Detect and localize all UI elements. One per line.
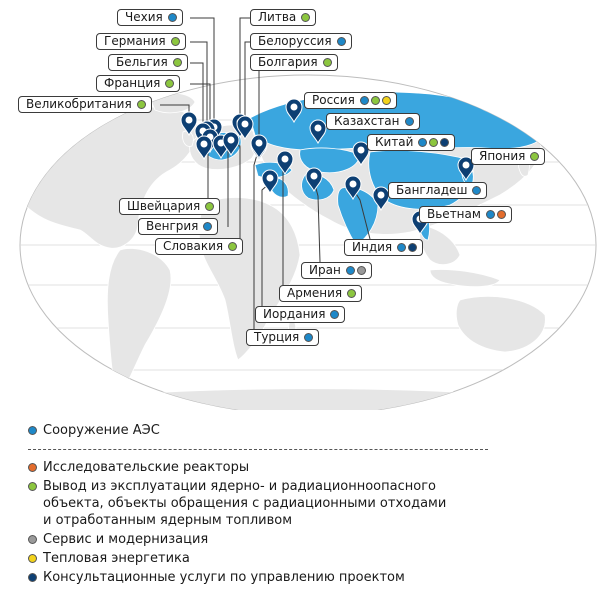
service-dot-construction <box>203 222 212 231</box>
country-name: Бельгия <box>116 55 168 69</box>
country-name: Словакия <box>163 239 224 253</box>
service-dot-construction <box>337 37 346 46</box>
legend-label: Сервис и модернизация <box>43 532 209 547</box>
legend-dot-research <box>28 463 37 472</box>
service-dot-research <box>497 210 506 219</box>
pin-hole <box>315 125 322 132</box>
country-name: Япония <box>479 149 526 163</box>
service-dot-construction <box>405 117 414 126</box>
legend-label: Вывод из эксплуатации ядерно- и радиационноопасного объекта, объекты обращения с радиационными отходами и отработанным ядерным топливом <box>43 479 447 528</box>
legend-primary-group <box>28 422 588 439</box>
service-dots <box>165 79 174 88</box>
country-name: Иран <box>309 263 341 277</box>
service-dots <box>530 152 539 161</box>
pin-hole <box>463 162 470 169</box>
service-dot-decommissioning <box>165 79 174 88</box>
country-name: Иордания <box>263 307 326 321</box>
country-name: Литва <box>258 10 297 24</box>
legend-label: Консультационные услуги по управлению проектом <box>43 570 405 585</box>
service-dots <box>347 289 356 298</box>
service-dot-decommissioning <box>205 202 214 211</box>
country-name: Швейцария <box>127 199 201 213</box>
pin-hole <box>201 141 208 148</box>
service-dot-consulting <box>408 243 417 252</box>
service-dots <box>168 13 177 22</box>
country-label[interactable] <box>96 75 180 92</box>
country-label[interactable] <box>344 239 423 256</box>
country-name: Турция <box>254 330 300 344</box>
legend-dot-construction <box>28 426 37 435</box>
service-dot-construction <box>418 138 427 147</box>
service-dot-thermal <box>382 96 391 105</box>
country-name: Чехия <box>125 10 163 24</box>
legend-item-service <box>28 531 588 548</box>
pin-hole <box>228 137 235 144</box>
service-dots <box>337 37 346 46</box>
country-name: Индия <box>352 240 393 254</box>
service-dots <box>323 58 332 67</box>
service-dot-construction <box>472 186 481 195</box>
service-dots <box>205 202 214 211</box>
country-label[interactable] <box>301 262 372 279</box>
legend-label: Исследовательские реакторы <box>43 460 250 475</box>
pin-hole <box>378 192 385 199</box>
legend-item-thermal <box>28 550 588 567</box>
service-dot-decommissioning <box>171 37 180 46</box>
legend-dot-decommissioning <box>28 482 37 491</box>
service-dots <box>137 100 146 109</box>
legend-divider <box>28 449 488 450</box>
antarctica <box>60 389 560 410</box>
pin-hole <box>311 173 318 180</box>
legend-item-decommissioning <box>28 478 588 529</box>
country-label[interactable] <box>155 238 243 255</box>
pin-hole <box>350 181 357 188</box>
pin-hole <box>242 121 249 128</box>
country-label[interactable] <box>388 182 487 199</box>
legend-dot-thermal <box>28 554 37 563</box>
country-label[interactable] <box>138 218 218 235</box>
service-dot-service <box>357 266 366 275</box>
service-dot-construction <box>397 243 406 252</box>
legend <box>28 422 588 588</box>
service-dots <box>486 210 506 219</box>
country-name: Германия <box>104 34 166 48</box>
service-dot-decommissioning <box>323 58 332 67</box>
service-dot-decommissioning <box>371 96 380 105</box>
service-dots <box>346 266 366 275</box>
legend-dot-consulting <box>28 573 37 582</box>
service-dots <box>405 117 414 126</box>
service-dots <box>171 37 180 46</box>
country-name: Венгрия <box>146 219 199 233</box>
service-dot-decommissioning <box>429 138 438 147</box>
service-dots <box>173 58 182 67</box>
service-dot-construction <box>360 96 369 105</box>
legend-dot-service <box>28 535 37 544</box>
service-dot-construction <box>346 266 355 275</box>
pin-hole <box>282 156 289 163</box>
legend-item-consulting <box>28 569 588 586</box>
country-label[interactable] <box>304 92 397 109</box>
country-name: Армения <box>287 286 343 300</box>
service-dots <box>203 222 212 231</box>
service-dot-decommissioning <box>347 289 356 298</box>
service-dots <box>397 243 417 252</box>
country-name: Франция <box>104 76 161 90</box>
country-name: Казахстан <box>334 114 400 128</box>
country-name: Белоруссия <box>258 34 332 48</box>
country-label[interactable] <box>246 329 319 346</box>
service-dots <box>228 242 237 251</box>
service-dot-construction <box>486 210 495 219</box>
service-dot-decommissioning <box>173 58 182 67</box>
country-label[interactable] <box>471 148 545 165</box>
country-name: Вьетнам <box>427 207 481 221</box>
country-label[interactable] <box>279 285 362 302</box>
country-label[interactable] <box>96 33 186 50</box>
service-dot-decommissioning <box>228 242 237 251</box>
pin-hole <box>291 104 298 111</box>
country-label[interactable] <box>255 306 345 323</box>
legend-item-construction <box>28 422 588 439</box>
country-label[interactable] <box>18 96 152 113</box>
service-dots <box>330 310 339 319</box>
service-dot-construction <box>330 310 339 319</box>
service-dots <box>418 138 449 147</box>
country-label[interactable] <box>326 113 420 130</box>
legend-item-research <box>28 459 588 476</box>
country-name: Китай <box>375 135 414 149</box>
legend-label: Тепловая энергетика <box>43 551 190 566</box>
country-label[interactable] <box>367 134 455 151</box>
service-dot-decommissioning <box>301 13 310 22</box>
legend-label: Сооружение АЭС <box>43 423 160 438</box>
country-label[interactable] <box>119 198 220 215</box>
pin-hole <box>267 175 274 182</box>
pin-hole <box>358 147 365 154</box>
service-dots <box>304 333 313 342</box>
country-label[interactable] <box>108 54 188 71</box>
service-dot-construction <box>304 333 313 342</box>
service-dot-decommissioning <box>530 152 539 161</box>
service-dot-construction <box>168 13 177 22</box>
service-dot-decommissioning <box>137 100 146 109</box>
country-label[interactable] <box>250 54 338 71</box>
country-name: Болгария <box>258 55 318 69</box>
country-label[interactable] <box>250 33 352 50</box>
country-label[interactable] <box>419 206 512 223</box>
pin-hole <box>186 117 193 124</box>
country-label[interactable] <box>117 9 183 26</box>
country-name: Великобритания <box>26 97 132 111</box>
service-dot-consulting <box>440 138 449 147</box>
country-name: Россия <box>312 93 355 107</box>
country-label[interactable] <box>250 9 316 26</box>
legend-secondary-group <box>28 459 588 586</box>
pin-hole <box>256 140 263 147</box>
service-dots <box>360 96 391 105</box>
new-zealand <box>564 344 574 358</box>
country-name: Бангладеш <box>396 183 468 197</box>
service-dots <box>301 13 310 22</box>
service-dots <box>472 186 481 195</box>
